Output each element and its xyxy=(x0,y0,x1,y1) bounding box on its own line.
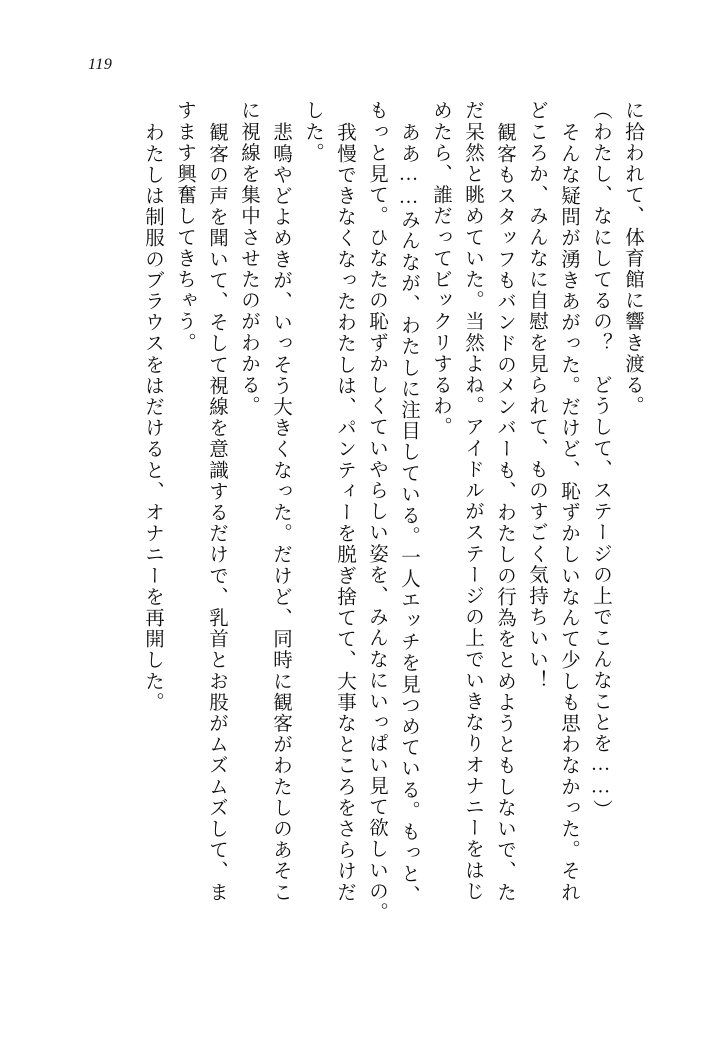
page-number: 119 xyxy=(88,56,113,73)
text-line: 観客もスタッフもバンドのメンバーも、わたしの行為をとめようともしないで、た xyxy=(494,122,515,903)
text-line: 我慢できなくなったわたしは、パンティーを脱ぎ捨てて、大事なところをさらけだ xyxy=(334,122,355,903)
text-line: に拾われて、体育館に響き渡る。 xyxy=(622,100,643,417)
text-line: に視線を集中させたのがわかる。 xyxy=(238,100,259,417)
text-line: だ呆然と眺めていた。当然よね。アイドルがステージの上でいきなりオナニーをはじ xyxy=(462,100,483,902)
text-line: わたしは制服のブラウスをはだけると、オナニーを再開した。 xyxy=(142,122,163,713)
text-line: すます興奮してきちゃう。 xyxy=(174,100,195,354)
text-line: した。 xyxy=(302,100,323,164)
text-line: ああ……みんなが、わたしに注目している。一人エッチを見つめている。もっと、 xyxy=(398,122,419,906)
text-line: （わたし、なにしてるの？ どうして、ステージの上でこんなことを……） xyxy=(590,100,611,821)
text-line: もっと見て。ひなたの恥ずかしくていやらしい姿を、みんなにいっぱい見て欲しいの。 xyxy=(366,100,387,923)
text-line: そんな疑問が湧きあがった。だけど、恥ずかしいなんて少しも思わなかった。それ xyxy=(558,122,579,903)
text-line: めたら、誰だってビックリするわ。 xyxy=(430,100,451,438)
text-line: 悲鳴やどよめきが、いっそう大きくなった。だけど、同時に観客がわたしのあそこ xyxy=(270,122,291,903)
vertical-text-body xyxy=(62,100,642,980)
text-line: 観客の声を聞いて、そして視線を意識するだけで、乳首とお股がムズムズして、ま xyxy=(206,122,227,903)
text-line: どころか、みんなに自慰を見られて、ものすごく気持ちいい！ xyxy=(526,100,547,691)
